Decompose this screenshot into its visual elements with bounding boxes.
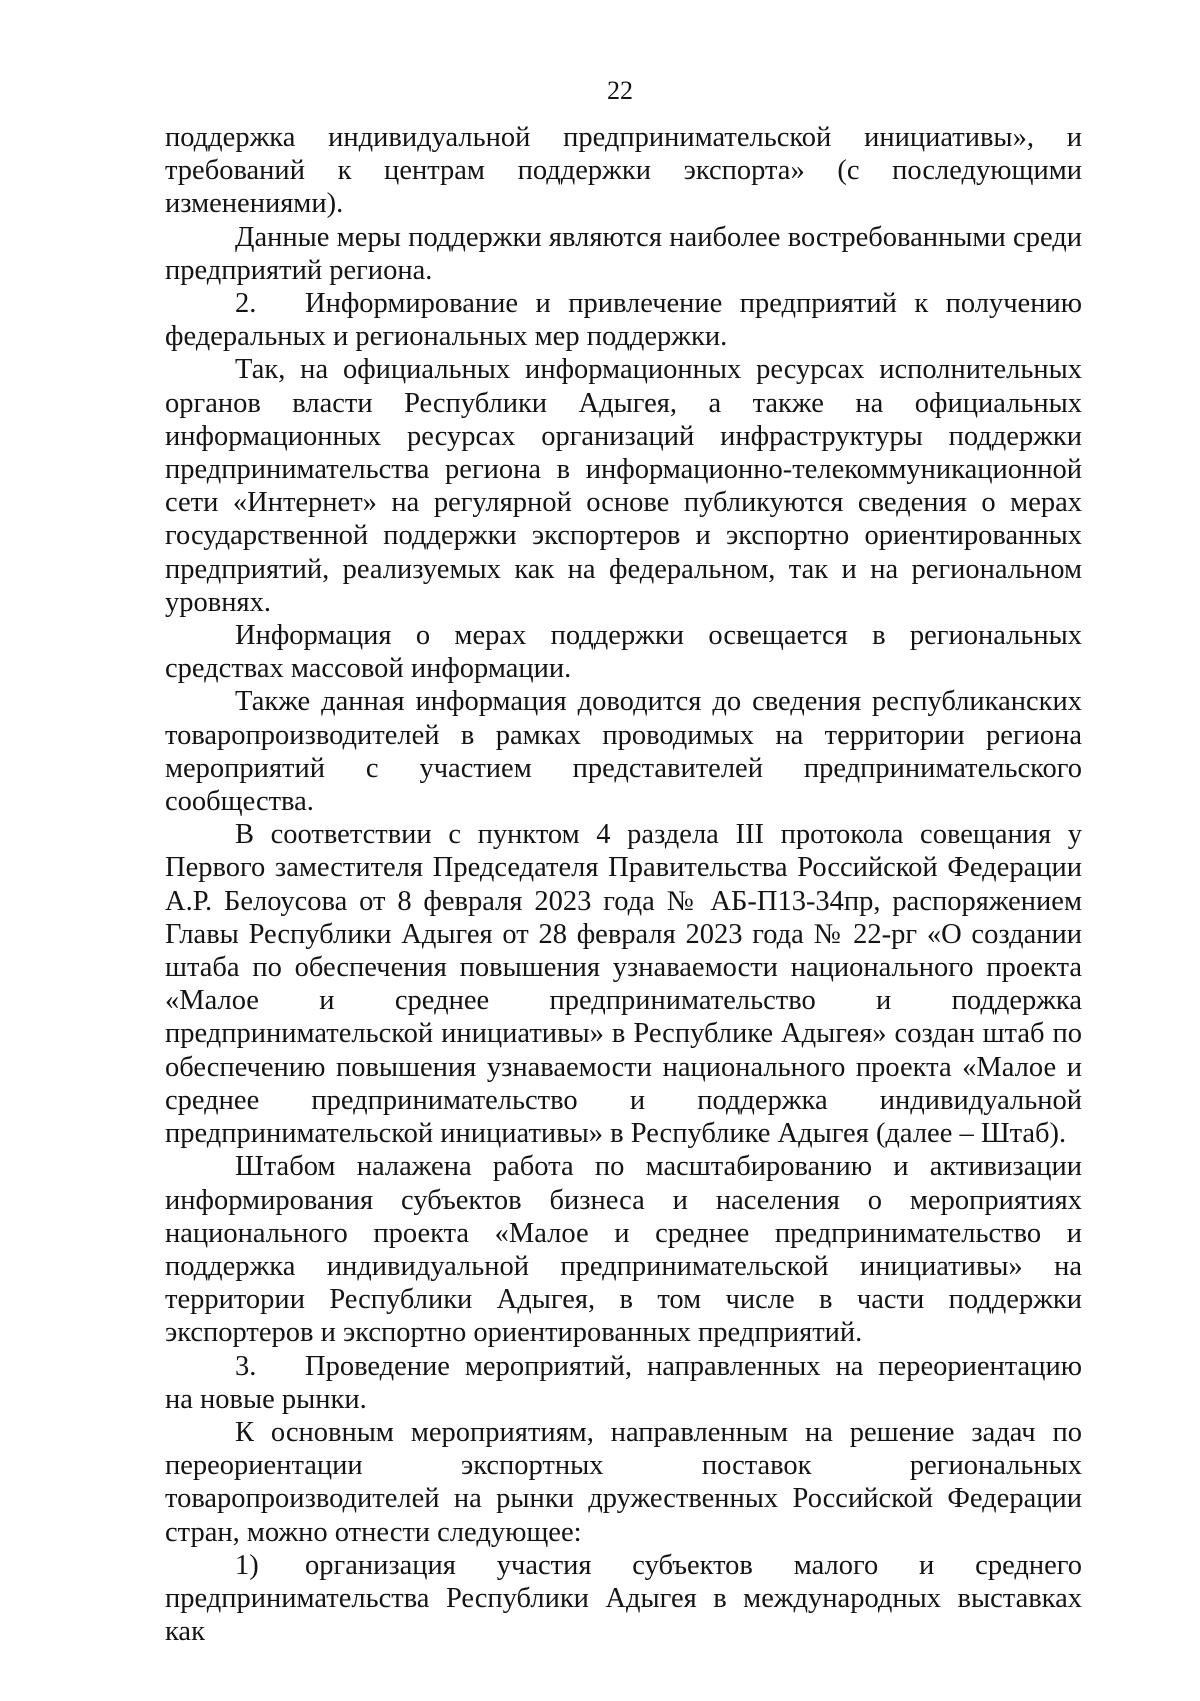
item-text: Проведение мероприятий, направленных на переориентацию на новые рынки. xyxy=(165,1350,1082,1415)
item-text: Информирование и привлечение предприятий к получению федеральных и региональных мер поддержки. xyxy=(165,288,1082,353)
paragraph: В соответствии с пунктом 4 раздела III протокола совещания у Первого заместителя Председателя Правительства Российской Федерации А.Р. Белоусова от 8 февраля 2023 года № АБ-П13-34пр, распоряжением Главы Республики Адыгея от 28 февраля 2023 года № 22-рг «О создании штаба по обеспечения повышения узнаваемости национального проекта «Малое и среднее предпринимательство и поддержка предпринимательской инициативы» в Республике Адыгея» создан штаб по обеспечению повышения узнаваемости национального проекта «Малое и среднее предпринимательство и поддержка индивидуальной предпринимательской инициативы» в Республике Адыгея (далее – Штаб). xyxy=(165,819,1082,1150)
numbered-heading xyxy=(165,1350,1082,1416)
paragraph: Так, на официальных информационных ресурсах исполнительных органов власти Республики Адыгея, а также на официальных информационных ресурсах организаций инфраструктуры поддержки предпринимательства региона в информационно-телекоммуникационной сети «Интернет» на регулярной основе публикуются сведения о мерах государственной поддержки экспортеров и экспортно ориентированных предприятий, реализуемых как на федеральном, так и на региональном уровнях. xyxy=(165,354,1082,618)
paragraph-continuation: поддержка индивидуальной предпринимательской инициативы», и требований к центрам поддержки экспорта» (с последующими изменениями). xyxy=(165,122,1082,220)
numbered-heading xyxy=(165,287,1082,353)
list-item xyxy=(165,1549,1082,1649)
document-body xyxy=(165,121,1082,1648)
item-number: 3. xyxy=(235,1350,257,1382)
paragraph: Также данная информация доводится до сведения республиканских товаропроизводителей в рамках проводимых на территории региона мероприятий с участием представителей предпринимательского сообщества. xyxy=(165,686,1082,818)
item-number: 2. xyxy=(235,288,257,320)
paragraph: Штабом налажена работа по масштабированию и активизации информирования субъектов бизнеса и населения о мероприятиях национального проекта «Малое и среднее предпринимательство и поддержка индивидуальной предпринимательской инициативы» на территории Республики Адыгея, в том числе в части поддержки экспортеров и экспортно ориентированных предприятий. xyxy=(165,1151,1082,1349)
paragraph: Информация о мерах поддержки освещается в региональных средствах массовой информации. xyxy=(165,620,1082,685)
paragraph: Данные меры поддержки являются наиболее востребованными среди предприятий региона. xyxy=(165,221,1082,286)
item-number: 1) xyxy=(235,1549,259,1581)
page-number: 22 xyxy=(607,76,633,105)
paragraph: К основным мероприятиям, направленным на решение задач по переориентации экспортных поставок региональных товаропроизводителей на рынки дружественных Российской Федерации стран, можно отнести следующее: xyxy=(165,1416,1082,1548)
item-text: организация участия субъектов малого и среднего предпринимательства Республики Адыгея в международных выставках как xyxy=(165,1549,1082,1648)
